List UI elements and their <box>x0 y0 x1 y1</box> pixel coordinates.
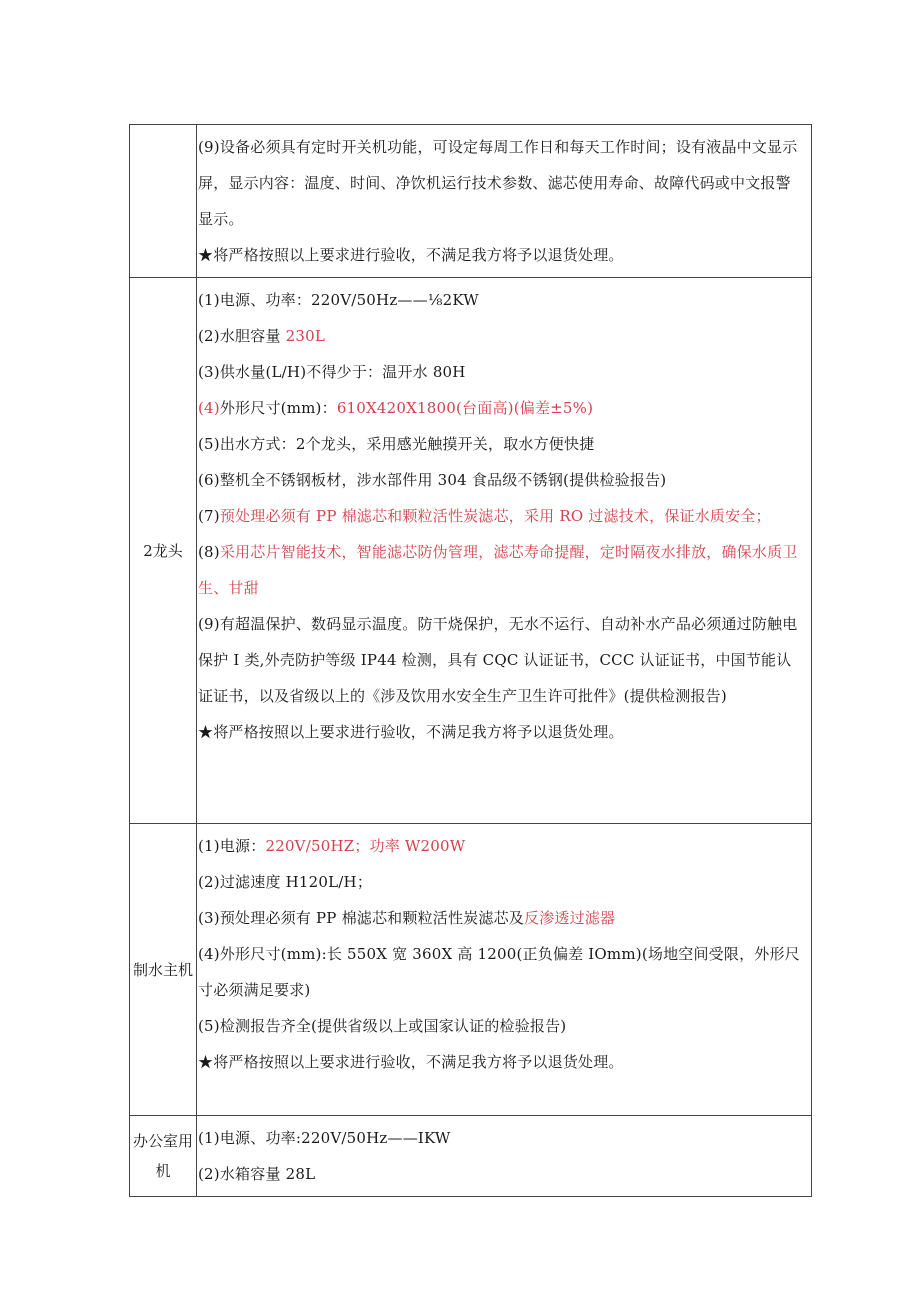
row-label: 办公室用机 <box>130 1116 197 1197</box>
spec-item <box>198 864 803 900</box>
spec-text-highlight: 采用芯片智能技术，智能滤芯防伪管理，滤芯寿命提醒，定时隔夜水排放，确保水质卫生、甘甜 <box>198 543 798 597</box>
row-content <box>197 278 812 824</box>
row-content <box>197 824 812 1116</box>
spec-table <box>129 124 812 1197</box>
spec-item <box>198 900 803 936</box>
spec-item <box>198 828 803 864</box>
spec-item <box>198 936 803 1008</box>
spec-text: (2)水胆容量 <box>198 327 286 345</box>
spec-text: (1)电源： <box>198 837 266 855</box>
spec-item <box>198 1008 803 1044</box>
spec-text-highlight: 反渗透过滤器 <box>523 909 616 927</box>
row-content <box>197 1116 812 1197</box>
row-label: 2龙头 <box>130 278 197 824</box>
spec-row <box>130 278 812 824</box>
spec-text: (8) <box>198 543 220 561</box>
spec-text-highlight: (4) <box>198 399 220 417</box>
spec-item <box>198 318 803 354</box>
spec-item <box>198 282 803 318</box>
spec-item <box>198 390 803 426</box>
row-label <box>130 125 197 278</box>
spec-item <box>198 1156 803 1192</box>
acceptance-note <box>198 1044 803 1080</box>
spec-item <box>198 1120 803 1156</box>
spec-text: (9)有超温保护、数码显示温度。防干烧保护，无水不运行、自动补水产品必须通过防触电保护 I 类,外壳防护等级 IP44 检测，具有 CQC 认证证书，CCC 认证证书，中国节能认证证书，以及省级以上的《涉及饮用水安全生产卫生许可批件》(提供检测报告) <box>198 615 798 705</box>
spec-text-highlight: 预处理必须有 PP 棉滤芯和颗粒活性炭滤芯，采用 RO 过滤技术，保证水质安全； <box>219 507 771 525</box>
spec-text: 外形尺寸(mm)： <box>219 399 337 417</box>
spec-text: (7) <box>198 507 220 525</box>
row-label: 制水主机 <box>130 824 197 1116</box>
spec-text: (5)出水方式：2个龙头，采用感光触摸开关，取水方便快捷 <box>198 435 595 453</box>
spec-text: ★将严格按照以上要求进行验收，不满足我方将予以退货处理。 <box>198 723 624 741</box>
spec-text: ★将严格按照以上要求进行验收，不满足我方将予以退货处理。 <box>198 1053 624 1071</box>
spec-text: (5)检测报告齐全(提供省级以上或国家认证的检验报告) <box>198 1017 567 1035</box>
acceptance-note: ★将严格按照以上要求进行验收，不满足我方将予以退货处理。 <box>198 246 624 264</box>
spec-row <box>130 125 812 278</box>
spec-text: (3)预处理必须有 PP 棉滤芯和颗粒活性炭滤芯及 <box>198 909 524 927</box>
spec-text: (2)水箱容量 28L <box>198 1165 316 1183</box>
spec-text: (1)电源、功率：220V/50Hz——⅛2KW <box>198 291 479 309</box>
spec-item <box>198 498 803 534</box>
spec-text: (1)电源、功率:220V/50Hz——IKW <box>198 1129 451 1147</box>
spec-row <box>130 1116 812 1197</box>
spec-text: (3)供水量(L/H)不得少于：温开水 80H <box>198 363 466 381</box>
spec-item: (9)设备必须具有定时开关机功能，可设定每周工作日和每天工作时间；设有液晶中文显示屏，显示内容：温度、时间、净饮机运行技术参数、滤芯使用寿命、故障代码或中文报警显示。 <box>198 138 798 228</box>
spec-item <box>198 606 803 714</box>
spec-text-highlight: 220V/50HZ；功率 W200W <box>265 837 466 855</box>
spec-item <box>198 534 803 606</box>
spec-item <box>198 462 803 498</box>
spec-text-highlight: 230L <box>285 327 326 345</box>
spec-text: (2)过滤速度 H120L/H； <box>198 873 373 891</box>
spec-text: (6)整机全不锈钢板材，涉水部件用 304 食品级不锈钢(提供检验报告) <box>198 471 667 489</box>
acceptance-note <box>198 714 803 750</box>
row-content <box>197 125 812 278</box>
spec-item <box>198 354 803 390</box>
spec-text: (4)外形尺寸(mm):长 550X 宽 360X 高 1200(正负偏差 IOmm)(场地空间受限，外形尺寸必须满足要求) <box>198 945 800 999</box>
spec-item <box>198 426 803 462</box>
spec-text-highlight: 610X420X1800(台面高)(偏差±5%) <box>336 399 594 417</box>
spec-row <box>130 824 812 1116</box>
